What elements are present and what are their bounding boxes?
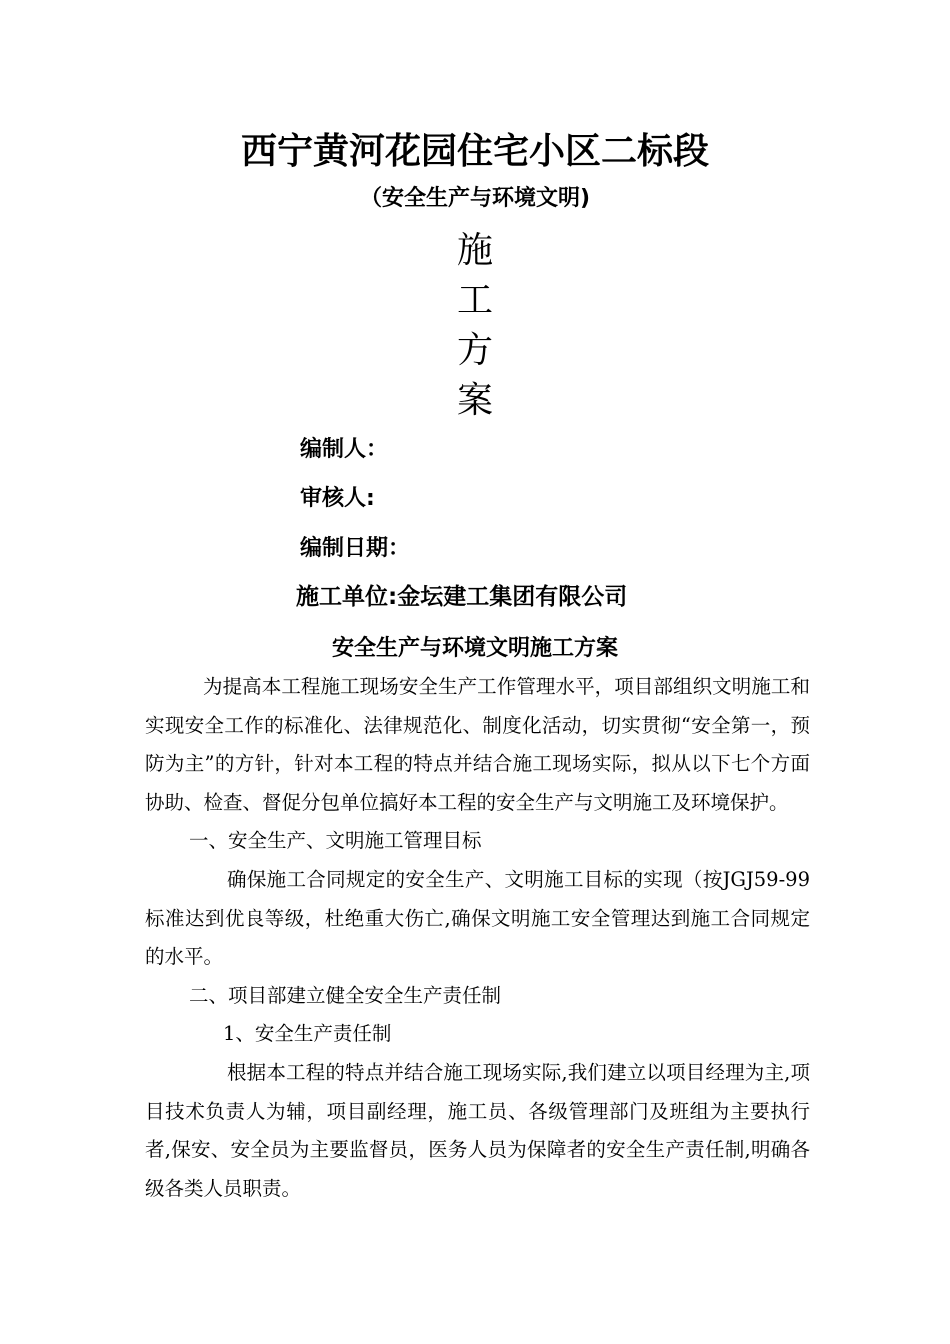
- subsection-1-paragraph: 根据本工程的特点并结合施工现场实际,我们建立以项目经理为主,项目技术负责人为辅，项目副经理，施工员、各级管理部门及班组为主要执行者,保安、安全员为主要监督员，医务人员为保障者的安全生产责任制,明确各级各类人员职责。: [145, 1060, 810, 1200]
- compile-date-label: 编制日期：: [300, 536, 411, 561]
- vertical-title-char-2: 工: [456, 280, 493, 321]
- plan-heading: 安全生产与环境文明施工方案: [331, 636, 618, 661]
- intro-paragraph: 为提高本工程施工现场安全生产工作管理水平，项目部组织文明施工和实现安全工作的标准化、法律规范化、制度化活动，切实贯彻“安全第一，预防为主”的方针，针对本工程的特点并结合施工现场实际，拟从以下七个方面协助、检查、督促分包单位搞好本工程的安全生产与文明施工及环境保护。: [145, 675, 810, 814]
- section-2-heading: 二、项目部建立健全安全生产责任制: [189, 983, 502, 1007]
- vertical-title-char-3: 方: [456, 330, 493, 371]
- reviewer-label: 审核人:: [300, 486, 375, 511]
- section-1-heading: 一、安全生产、文明施工管理目标: [189, 829, 482, 853]
- section-1-paragraph: 确保施工合同规定的安全生产、文明施工目标的实现（按JGJ59-99标准达到优良等级，杜绝重大伤亡,确保文明施工安全管理达到施工合同规定的水平。: [145, 867, 810, 969]
- compiler-label: 编制人：: [300, 437, 389, 462]
- vertical-title-char-4: 案: [456, 380, 493, 421]
- document-subtitle: （安全生产与环境文明): [359, 186, 591, 211]
- vertical-title-char-1: 施: [456, 230, 493, 271]
- subsection-1-heading: 1、安全生产责任制: [223, 1022, 392, 1046]
- document-body: [145, 668, 810, 1208]
- document-title: 西宁黄河花园住宅小区二标段: [240, 131, 709, 172]
- construction-unit: 施工单位:金坛建工集团有限公司: [296, 584, 628, 610]
